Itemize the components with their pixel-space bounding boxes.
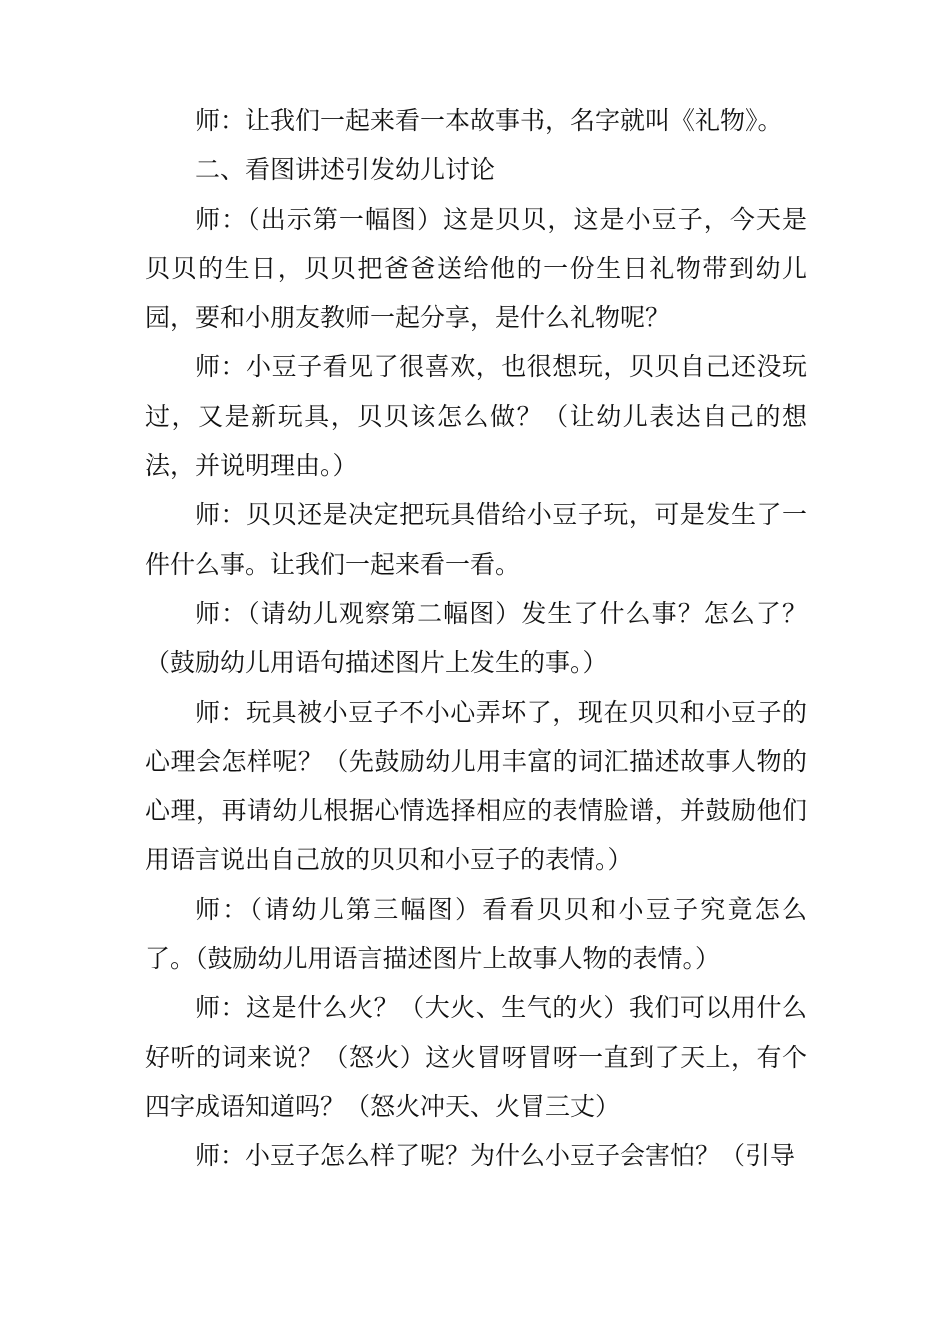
paragraph-7: 师：玩具被小豆子不小心弄坏了，现在贝贝和小豆子的心理会怎样呢？（先鼓励幼儿用丰富的词汇描述故事人物的心理，再请幼儿根据心情选择相应的表情脸谱，并鼓励他们用语言说出自己放的贝贝和小豆子的表情。） bbox=[145, 697, 807, 875]
paragraph-8: 师：（请幼儿第三幅图）看看贝贝和小豆子究竟怎么了。（鼓励幼儿用语言描述图片上故事人物的表情。） bbox=[145, 894, 807, 974]
document-body bbox=[145, 96, 807, 1181]
paragraph-4: 师：小豆子看见了很喜欢，也很想玩，贝贝自己还没玩过，又是新玩具，贝贝该怎么做？（让幼儿表达自己的想法，并说明理由。） bbox=[145, 352, 807, 481]
paragraph-5: 师：贝贝还是决定把玩具借给小豆子玩，可是发生了一件什么事。让我们一起来看一看。 bbox=[145, 500, 807, 579]
section-heading: 二、看图讲述引发幼儿讨论 bbox=[195, 155, 496, 185]
paragraph-9: 师：这是什么火？（大火、生气的火）我们可以用什么好听的词来说？（怒火）这火冒呀冒呀一直到了天上，有个四字成语知道吗？（怒火冲天、火冒三丈） bbox=[145, 993, 807, 1121]
paragraph-6: 师：（请幼儿观察第二幅图）发生了什么事？怎么了？（鼓励幼儿用语句描述图片上发生的事。） bbox=[145, 598, 807, 678]
paragraph-1: 师：让我们一起来看一本故事书，名字就叫《礼物》。 bbox=[195, 106, 783, 135]
paragraph-3: 师：（出示第一幅图）这是贝贝，这是小豆子，今天是贝贝的生日，贝贝把爸爸送给他的一份生日礼物带到幼儿园，要和小朋友教师一起分享，是什么礼物呢？ bbox=[145, 204, 807, 333]
paragraph-10: 师：小豆子怎么样了呢？为什么小豆子会害怕？（引导 bbox=[195, 1141, 796, 1171]
